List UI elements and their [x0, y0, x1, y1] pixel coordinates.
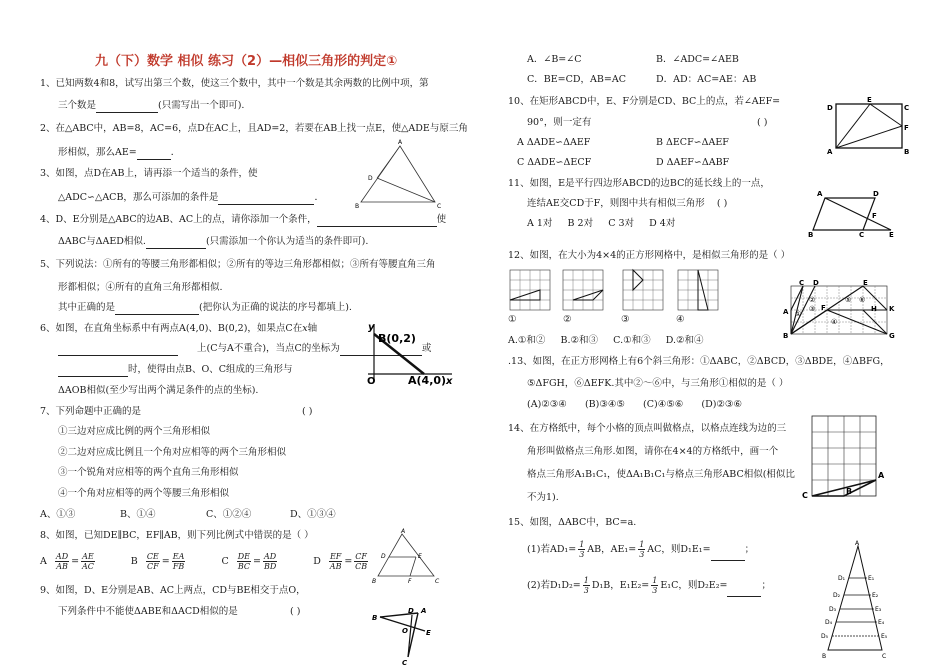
q10-option-d[interactable]: D ΔAEF∽ΔABF: [656, 157, 730, 168]
q8-option-c[interactable]: C $\frac{DE}{BC}$ = $\frac{AD}{BD}$: [221, 552, 277, 571]
q9-option-d[interactable]: D．AD：AC=AE：AB: [656, 74, 757, 85]
q3-label-c: C: [437, 203, 442, 210]
q11-parallelogram-figure: [805, 188, 905, 238]
q13-mark-5: ⑤: [845, 296, 852, 304]
q9-line2: 下列条件中不能使ΔABE和ΔACD相似的是: [58, 606, 238, 617]
q10-label-b: B: [904, 148, 910, 156]
q14-grid-figure: [800, 410, 890, 502]
q15-blank-2[interactable]: [727, 576, 761, 597]
q12-grid-label-2: ②: [563, 314, 572, 325]
q12-grid-label-3: ③: [621, 314, 630, 325]
q13-option-b[interactable]: (B)③④⑤: [584, 399, 625, 410]
q4-blank-1[interactable]: [317, 214, 437, 227]
q13-label-g: G: [889, 332, 895, 340]
q12-stem: 12、如图，在大小为4×4的正方形网格中，是相似三角形的是（ ）: [508, 250, 791, 261]
q15-label-e4: E₄: [878, 619, 885, 626]
q3-label-b: B: [355, 203, 360, 210]
q9-label-b: B: [372, 614, 378, 622]
q13-line1: .13、如图，在正方形网格上有6个斜三角形：①ΔABC，②ΔBCD，③ΔBDE，④ΔBFG，: [508, 356, 890, 367]
q13-label-h: H: [871, 305, 877, 313]
q7-option-c[interactable]: C、①②④: [206, 509, 252, 520]
q14-label-a: A: [878, 471, 885, 480]
q5-blank[interactable]: [115, 302, 199, 315]
q8-label-c: C: [435, 578, 440, 585]
q10-line2: 90°，则一定有: [527, 117, 592, 128]
q6-label-y: y: [368, 322, 375, 333]
q11-option-d[interactable]: D 4对: [649, 218, 676, 229]
q10-option-a[interactable]: A ΔADE∽ΔAEF: [517, 137, 591, 148]
q10-label-d: D: [827, 104, 833, 112]
q13-mark-1: ①: [795, 310, 802, 318]
q7-item-2: ②二边对应成比例且一个角对应相等的两个三角形相似: [58, 447, 287, 458]
q6-label-o: O: [367, 376, 376, 387]
q13-option-c[interactable]: (C)④⑤⑥: [643, 399, 684, 410]
q8-label-b: B: [372, 578, 377, 585]
q14-line4: 不为1).: [527, 492, 559, 503]
q12-grid-3: [623, 270, 663, 310]
q13-mark-4: ④: [831, 318, 838, 326]
q6-label-x: x: [446, 376, 453, 387]
q15-label-e1: E₁: [868, 575, 875, 582]
q12-grids-figure: [508, 268, 778, 316]
q3-line2: △ADC∽△ACB，那么可添加的条件是 ．: [58, 192, 324, 203]
q15-label-e3: E₃: [875, 606, 882, 613]
q3-label-d: D: [368, 175, 373, 182]
q3-line1: 3、如图，点D在AB上，请再添一个适当的条件，使: [40, 168, 258, 179]
q6-line4: ΔAOB相似(至少写出两个满足条件的点的坐标).: [58, 385, 259, 396]
q9-label-a: A: [421, 607, 427, 615]
q3-figure: [355, 140, 445, 210]
q15-label-b: B: [822, 653, 827, 660]
q15-label-e5: E₅: [881, 633, 888, 640]
q3-label-a: A: [398, 139, 403, 146]
q9-figure: [372, 603, 442, 665]
q8-stem: 8、如图，已知DE∥BC，EF∥AB，则下列比例式中错误的是（ ）: [40, 530, 314, 541]
q13-label-d: D: [813, 279, 819, 287]
q12-option-b[interactable]: B.②和③: [560, 335, 599, 346]
q14-label-c: C: [802, 491, 808, 500]
q12-option-d[interactable]: D.②和④: [665, 335, 704, 346]
q8-label-a: A: [401, 528, 406, 535]
q6-label-b: B(0,2): [378, 332, 416, 345]
q9-line1: 9、如图，D、E分别是AB、AC上两点，CD与BE相交于点O，: [40, 585, 306, 596]
q7-answer-paren[interactable]: ( ): [302, 406, 313, 417]
q7-option-b[interactable]: B、①④: [120, 509, 156, 520]
q5-line1: 5、下列说法：①所有的等腰三角形都相似；②所有的等边三角形都相似；③所有等腰直角三角: [40, 259, 436, 270]
q13-label-b: B: [783, 332, 789, 340]
q5-line2: 形都相似；④所有的直角三角形都相似.: [58, 282, 223, 293]
q9-answer-paren[interactable]: ( ): [290, 606, 301, 617]
q4-line1: 4、D、E分别是△ABC的边AB、AC上的点，请你添加一个条件， 使: [40, 214, 447, 225]
q6-coordinate-figure: [364, 322, 454, 386]
q13-mark-3: ③: [809, 305, 816, 313]
q11-options: [527, 218, 675, 230]
q11-label-f: F: [872, 212, 877, 220]
q11-label-b: B: [808, 231, 814, 239]
q11-line1: 11、如图，E是平行四边形ABCD的边BC的延长线上的一点，: [508, 178, 770, 189]
q15-part1: (1)若AD₁= $\frac{1}{3}$ AB，AE₁= $\frac{1}{3}$ AC，则D₁E₁= ；: [527, 540, 755, 559]
q2-blank[interactable]: [137, 147, 171, 160]
q13-options: [527, 399, 742, 411]
q9-option-c[interactable]: C．BE=CD，AB=AC: [527, 74, 626, 85]
q6-line3: 时，使得由点B、O、C组成的三角形与: [58, 364, 293, 377]
q12-options: [508, 335, 704, 347]
q15-label-e2: E₂: [872, 592, 879, 599]
q8-option-a[interactable]: A $\frac{AD}{AB}$ = $\frac{AE}{AC}$: [40, 552, 94, 571]
q6-line2b: 上(C与A不重合)，当点C的坐标为 或: [197, 343, 432, 354]
q11-line2: 连结AE交CD于F，则图中共有相似三角形 ( ): [527, 198, 728, 209]
q12-grid-4: [678, 270, 718, 310]
q3-blank[interactable]: [218, 192, 314, 205]
q10-line1: 10、在矩形ABCD中，E、F分别是CD、BC上的点，若∠AEF=: [508, 96, 781, 107]
q9-label-o: O: [402, 627, 408, 635]
q9-label-c: C: [402, 659, 408, 667]
q15-label-d5: D₅: [821, 633, 829, 640]
q13-option-a[interactable]: (A)②③④: [527, 399, 567, 410]
q14-line2: 角形叫做格点三角形.如图，请你在4×4的方格纸中，画一个: [527, 446, 779, 457]
q15-label-a: A: [855, 540, 860, 547]
q2-line2: 形相似，那么AE= ．: [58, 147, 181, 158]
q15-label-d1: D₁: [838, 575, 846, 582]
q14-label-b: B: [846, 487, 853, 496]
q6-label-a: A(4,0): [408, 374, 447, 387]
q11-label-a: A: [817, 190, 823, 198]
q6-blank-3[interactable]: [58, 364, 128, 377]
q13-label-c: C: [799, 279, 805, 287]
q12-option-c[interactable]: C.①和③: [613, 335, 651, 346]
q11-answer-paren[interactable]: ( ): [716, 198, 728, 209]
q15-blank-1[interactable]: [711, 540, 745, 561]
q12-grid-label-1: ①: [508, 314, 517, 325]
q13-line2: ⑤ΔFGH，⑥ΔEFK.其中②～⑥中，与三角形①相似的是（ ）: [527, 378, 789, 389]
q11-option-c[interactable]: C 3对: [608, 218, 635, 229]
q14-line1: 14、在方格纸中，每个小格的顶点叫做格点，以格点连线为边的三: [508, 423, 787, 434]
q8-option-d[interactable]: D $\frac{EF}{AB}$ = $\frac{CF}{CB}$: [313, 552, 368, 571]
q6-blank-1[interactable]: [58, 343, 178, 356]
q11-label-d: D: [873, 190, 879, 198]
q15-label-d2: D₂: [833, 592, 841, 599]
q13-mark-6: ⑥: [859, 296, 866, 304]
q10-option-c[interactable]: C ΔADE∽ΔECF: [517, 157, 592, 168]
q8-options: [40, 552, 370, 572]
q10-rectangle-figure: [826, 98, 916, 156]
q7-option-d[interactable]: D、①③④: [290, 509, 336, 520]
q4-line2: ΔABC与ΔAED相似. (只需添加一个你认为适当的条件即可).: [58, 236, 369, 247]
q12-grid-label-4: ④: [676, 314, 685, 325]
q6-line1: 6、如图，在直角坐标系中有两点A(4,0)、B(0,2)，如果点C在x轴: [40, 323, 318, 334]
q9-option-a[interactable]: A．∠B=∠C: [527, 54, 582, 65]
q9-label-e: E: [426, 629, 431, 637]
q13-option-d[interactable]: (D)②③⑥: [701, 399, 742, 410]
q9-label-d: D: [408, 607, 414, 615]
q13-label-f: F: [821, 304, 826, 312]
q10-label-c: C: [904, 104, 910, 112]
q7-stem: 7、下列命题中正确的是: [40, 406, 142, 417]
q7-item-1: ①三边对应成比例的两个三角形相似: [58, 426, 211, 437]
q4-blank-2[interactable]: [146, 236, 206, 249]
q10-label-e: E: [867, 96, 872, 104]
q13-mark-2: ②: [809, 296, 816, 304]
q1-blank[interactable]: [96, 100, 158, 113]
q14-line3: 格点三角形A₁B₁C₁，使ΔA₁B₁C₁与格点三角形ABC相似(相似比: [527, 469, 795, 480]
q10-label-a: A: [827, 148, 833, 156]
q11-option-a[interactable]: A 1对: [527, 218, 553, 229]
q15-label-d4: D₄: [825, 619, 833, 626]
q11-label-c: C: [859, 231, 865, 239]
q7-item-4: ④一个角对应相等的两个等腰三角形相似: [58, 488, 230, 499]
q11-label-e: E: [889, 231, 894, 239]
q7-option-a[interactable]: A、①③: [40, 509, 76, 520]
q8-figure: [372, 528, 442, 586]
page-title: 九（下）数学 相似 练习（2）—相似三角形的判定①: [95, 54, 398, 69]
q13-label-e: E: [863, 279, 868, 287]
q2-line1: 2、在△ABC中，AB=8，AC=6，点D在AC上，且AD=2，若要在AB上找一点E，使△ADE与原三角: [40, 123, 468, 134]
q15-label-d3: D₃: [829, 606, 837, 613]
q15-stem: 15、如图，ΔABC中，BC=a.: [508, 517, 637, 528]
q1-line2: 三个数是 (只需写出一个即可).: [58, 100, 245, 111]
q8-label-d: D: [381, 553, 386, 560]
q12-grid-1: [510, 270, 550, 310]
q10-option-b[interactable]: B ΔECF∽ΔAEF: [656, 137, 729, 148]
q12-option-a[interactable]: A.①和②: [508, 335, 546, 346]
q15-label-c: C: [882, 653, 887, 660]
q11-option-b[interactable]: B 2对: [567, 218, 594, 229]
q8-label-f: F: [408, 578, 412, 585]
q15-part2: (2)若D₁D₂= $\frac{1}{3}$ D₁B，E₁E₂= $\frac{1}{3}$ E₁C，则D₂E₂= ；: [527, 576, 771, 595]
q9-option-b[interactable]: B．∠ADC=∠AEB: [656, 54, 739, 65]
q8-option-b[interactable]: B $\frac{CE}{CF}$ = $\frac{EA}{FB}$: [130, 552, 185, 571]
q15-triangle-figure: [818, 540, 898, 665]
q6-line2: [58, 343, 178, 356]
q13-label-k: K: [889, 305, 895, 313]
q10-answer-paren[interactable]: ( ): [757, 117, 768, 128]
q13-label-a: A: [783, 308, 789, 316]
q12-grid-2: [563, 270, 603, 310]
q1-line1: 1、已知两数4和8，试写出第三个数，使这三个数中，其中一个数是其余两数的比例中项，第: [40, 78, 429, 89]
q8-label-e: E: [418, 553, 422, 560]
q5-line3: 其中正确的是 (把你认为正确的说法的序号都填上).: [58, 302, 352, 313]
q7-item-3: ③一个锐角对应相等的两个直角三角形相似: [58, 467, 239, 478]
q10-label-f: F: [904, 124, 909, 132]
q13-grid-figure: [783, 280, 898, 340]
